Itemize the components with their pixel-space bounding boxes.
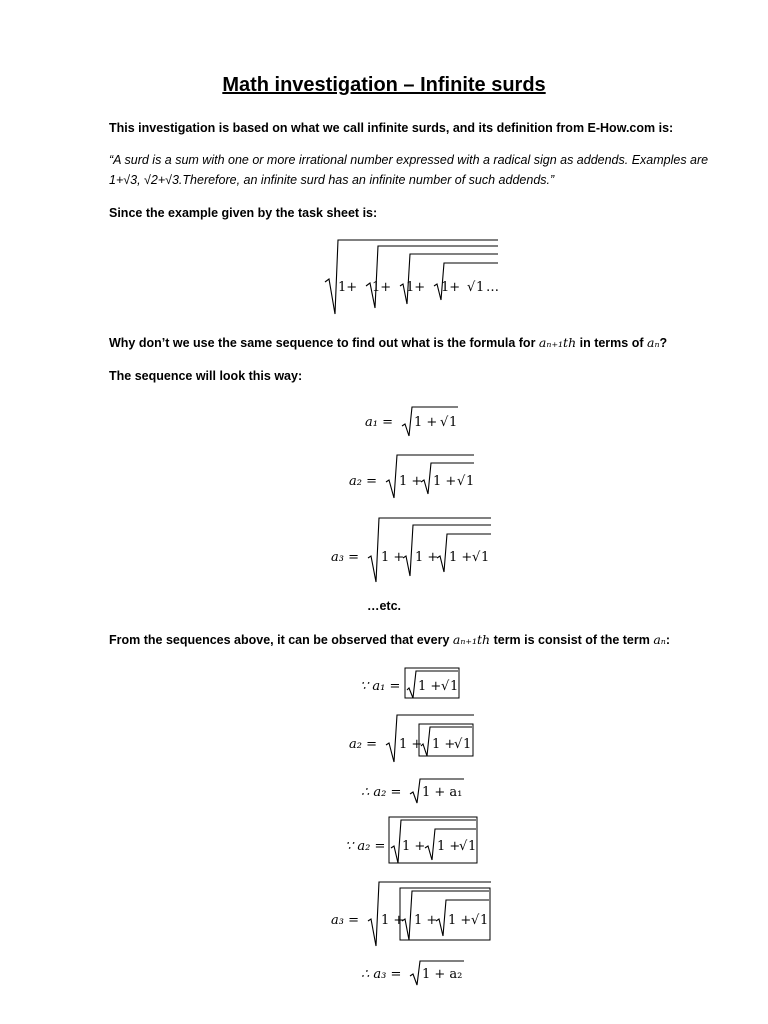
svg-text:∵ a₂ =: ∵ a₂ =: [345, 839, 386, 854]
svg-text:√: √: [459, 839, 468, 854]
svg-text:1: 1: [481, 550, 490, 565]
infinite-surd-equation: [320, 234, 510, 318]
observation-line: [109, 632, 670, 647]
svg-text:√: √: [472, 550, 481, 565]
svg-text:1: 1: [463, 737, 472, 752]
etc-text: …etc.: [366, 599, 402, 613]
equation-a1: [360, 404, 470, 438]
equation-a2-boxed: [344, 712, 484, 764]
svg-text:a₂ =: a₂ =: [349, 737, 377, 752]
svg-text:∴ a₂ =: ∴ a₂ =: [361, 785, 402, 800]
equation-therefore-a3: [356, 958, 471, 988]
svg-text:√: √: [440, 415, 449, 430]
svg-text:√: √: [457, 474, 466, 489]
equation-a3: [326, 514, 496, 584]
svg-text:1 +: 1 +: [432, 737, 456, 752]
svg-text:1 + a₂: 1 + a₂: [422, 967, 463, 982]
svg-text:1 +: 1 +: [449, 550, 473, 565]
question-before: Why don’t we use the same sequence to find out what is the formula for: [109, 336, 536, 350]
equation-a2: [344, 452, 484, 500]
svg-text:a₃ =: a₃ =: [331, 913, 359, 928]
svg-text:1 +: 1 +: [418, 679, 442, 694]
question-line: [109, 335, 667, 350]
svg-text:1 +: 1 +: [414, 913, 438, 928]
surd-term-5: 1: [476, 280, 485, 295]
observe-middle: term is consist of the term: [493, 633, 650, 647]
a-n-plus-1-th: aₙ₊₁th: [538, 335, 577, 350]
svg-text:√: √: [441, 679, 450, 694]
svg-text:√: √: [471, 913, 480, 928]
question-after: ?: [659, 336, 668, 350]
svg-text:1: 1: [449, 415, 458, 430]
surd-term-3: 1+: [406, 280, 426, 295]
radical-sign: √: [467, 280, 476, 295]
definition-quote: “A surd is a sum with one or more irrational number expressed with a radical sign as addends. Examples are 1+√3, √2+√3.Therefore, an infinite surd has an infinite number of such addends.”: [109, 153, 709, 187]
sequence-intro: The sequence will look this way:: [109, 369, 303, 383]
equation-because-a1: [355, 666, 470, 702]
svg-text:1 + a₁: 1 + a₁: [422, 785, 463, 800]
svg-text:1 +: 1 +: [433, 474, 457, 489]
ellipsis: …: [486, 280, 499, 295]
svg-text:1 +: 1 +: [399, 737, 423, 752]
svg-text:1 +: 1 +: [381, 913, 405, 928]
surd-term-4: 1+: [441, 280, 461, 295]
surd-term-2: 1+: [372, 280, 392, 295]
svg-text:1: 1: [468, 839, 477, 854]
page-title: Math investigation – Infinite surds: [222, 74, 546, 96]
svg-text:1 +: 1 +: [402, 839, 426, 854]
a-n: aₙ: [647, 335, 660, 350]
svg-text:√: √: [454, 737, 463, 752]
observe-after: :: [665, 633, 671, 647]
svg-text:∵ a₁ =: ∵ a₁ =: [360, 679, 401, 694]
a-n: aₙ: [653, 632, 666, 647]
svg-text:1 +: 1 +: [414, 415, 438, 430]
svg-text:1 +: 1 +: [415, 550, 439, 565]
svg-text:1: 1: [450, 679, 459, 694]
a3-label: a₃ =: [331, 550, 359, 565]
surd-term-1: 1+: [338, 280, 358, 295]
svg-text:∴ a₃ =: ∴ a₃ =: [361, 967, 402, 982]
a-n-plus-1-th: aₙ₊₁th: [452, 632, 491, 647]
equation-because-a2: [340, 815, 485, 867]
svg-text:1: 1: [480, 913, 489, 928]
a2-label: a₂ =: [349, 474, 377, 489]
observe-before: From the sequences above, it can be observed that every: [109, 633, 450, 647]
svg-text:1 +: 1 +: [399, 474, 423, 489]
equation-a3-boxed: [326, 878, 496, 948]
svg-text:1: 1: [466, 474, 475, 489]
example-line: Since the example given by the task sheet is:: [109, 206, 378, 220]
svg-text:1 +: 1 +: [437, 839, 461, 854]
svg-text:1 +: 1 +: [381, 550, 405, 565]
a1-label: a₁ =: [365, 415, 393, 430]
intro-paragraph: This investigation is based on what we call infinite surds, and its definition from E-How.com is:: [109, 121, 674, 135]
question-middle: in terms of: [579, 336, 644, 350]
equation-therefore-a2: [356, 776, 471, 806]
svg-text:1 +: 1 +: [448, 913, 472, 928]
